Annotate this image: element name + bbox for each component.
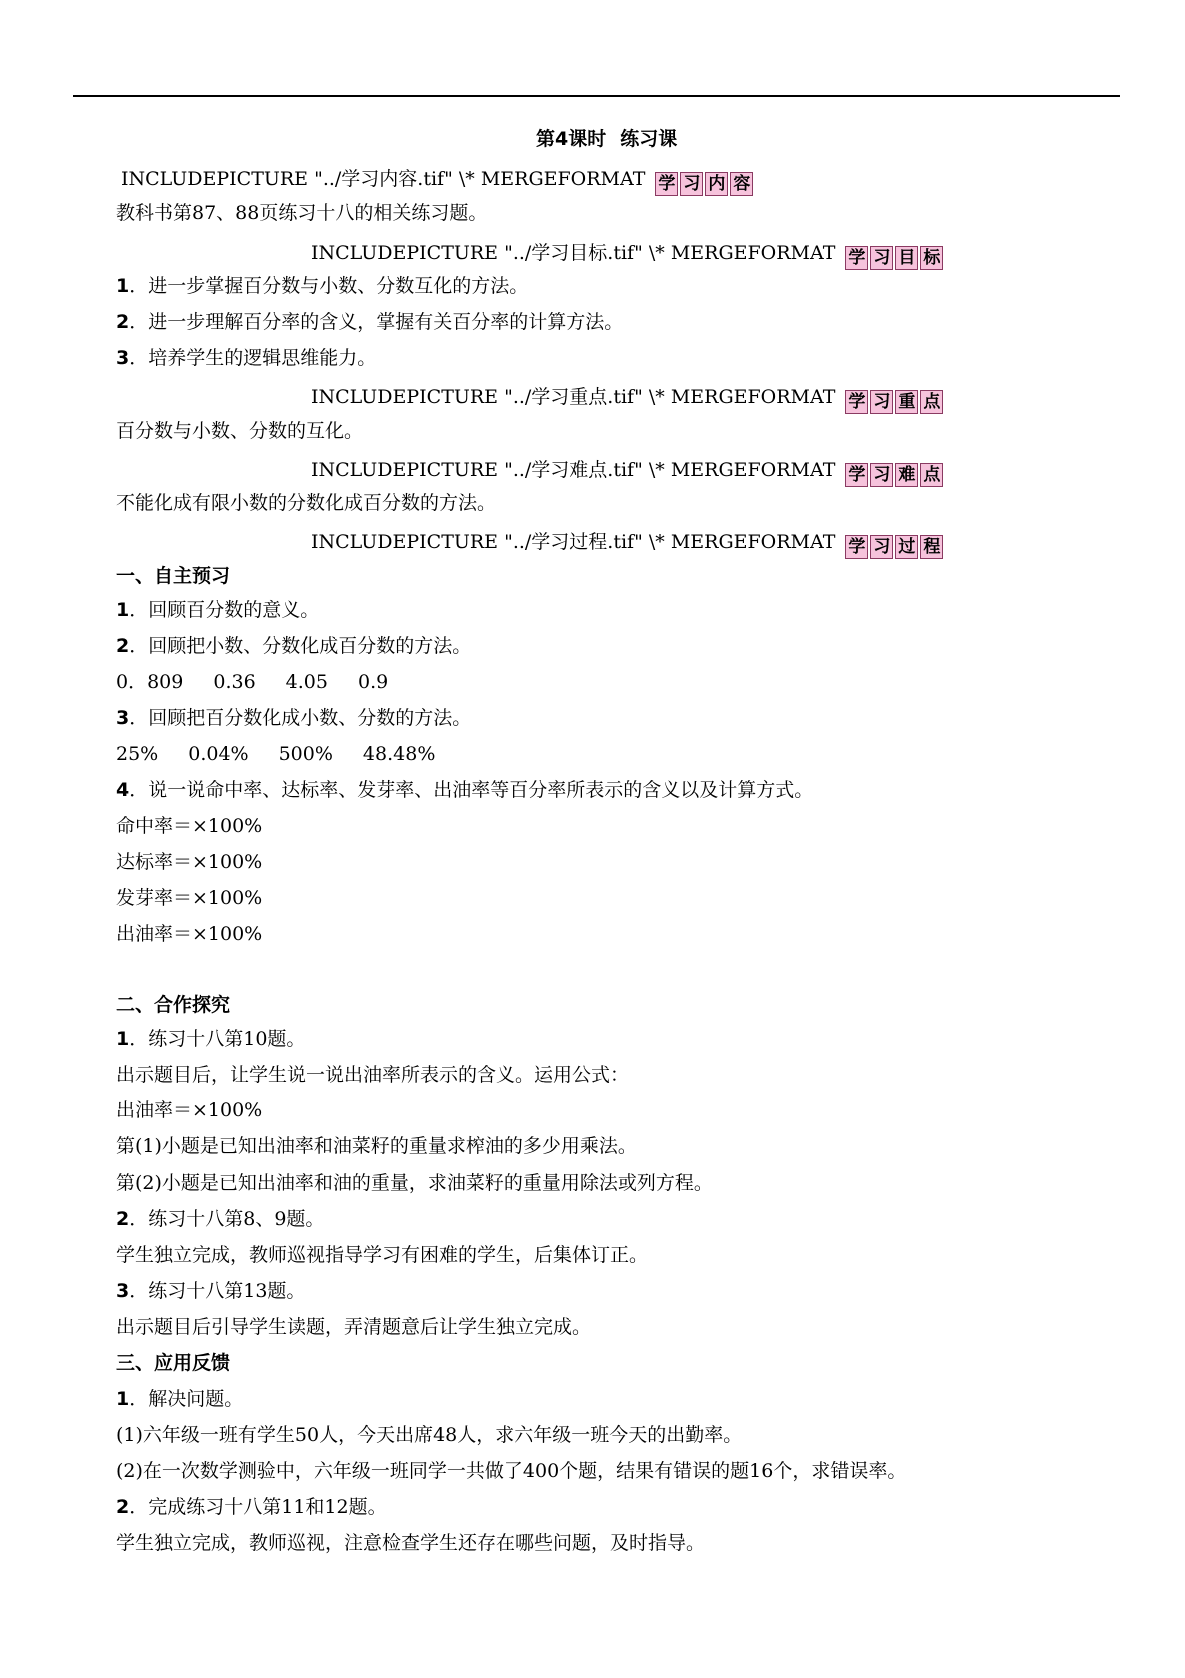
lesson-name: 练习课 xyxy=(620,128,678,150)
include-process xyxy=(311,529,943,559)
include-field-difficulty: INCLUDEPICTURE "../学习难点.tif" \* MERGEFORMAT xyxy=(311,459,836,481)
list-item: 1．解决问题。 xyxy=(116,1388,244,1410)
list-item: 1．回顾百分数的意义。 xyxy=(116,599,320,621)
paragraph: 第(1)小题是已知出油率和油菜籽的重量求榨油的多少用乘法。 xyxy=(116,1135,637,1157)
formula: 命中率＝×100% xyxy=(116,815,263,837)
section-heading: 二、合作探究 xyxy=(116,994,231,1016)
list-item: 2．回顾把小数、分数化成百分数的方法。 xyxy=(116,635,472,657)
badge-process: 学 习 过 程 xyxy=(845,535,943,559)
goal-item: 1．进一步掌握百分数与小数、分数互化的方法。 xyxy=(116,275,529,297)
badge-content: 学 习 内 容 xyxy=(655,172,753,196)
paragraph: 学生独立完成，教师巡视，注意检查学生还存在哪些问题，及时指导。 xyxy=(116,1532,706,1554)
include-content xyxy=(121,166,753,196)
formula: 发芽率＝×100% xyxy=(116,887,263,909)
include-key xyxy=(311,384,943,414)
lesson-number: 第4课时 xyxy=(536,128,607,150)
formula: 出油率＝×100% xyxy=(116,1099,263,1121)
paragraph: 出示题目后，让学生说一说出油率所表示的含义。运用公式： xyxy=(116,1064,630,1086)
include-field-process: INCLUDEPICTURE "../学习过程.tif" \* MERGEFORMAT xyxy=(311,531,836,553)
question: (2)在一次数学测验中，六年级一班同学一共做了400个题，结果有错误的题16个，求错误率。 xyxy=(116,1460,907,1482)
list-item: 2．完成练习十八第11和12题。 xyxy=(116,1496,387,1518)
include-field-content: INCLUDEPICTURE "../学习内容.tif" \* MERGEFORMAT xyxy=(121,168,646,190)
content-text: 教科书第87、88页练习十八的相关练习题。 xyxy=(116,202,488,224)
header-rule xyxy=(73,95,1120,97)
formula: 出油率＝×100% xyxy=(116,923,263,945)
percent-list: 25% 0.04% 500% 48.48% xyxy=(116,743,436,765)
formula: 达标率＝×100% xyxy=(116,851,263,873)
list-item: 2．练习十八第8、9题。 xyxy=(116,1208,325,1230)
badge-key: 学 习 重 点 xyxy=(845,390,943,414)
badge-goals: 学 习 目 标 xyxy=(845,246,943,270)
paragraph: 第(2)小题是已知出油率和油的重量，求油菜籽的重量用除法或列方程。 xyxy=(116,1172,713,1194)
list-item: 4．说一说命中率、达标率、发芽率、出油率等百分率所表示的含义以及计算方式。 xyxy=(116,779,814,801)
page-title xyxy=(536,126,677,152)
list-item: 1．练习十八第10题。 xyxy=(116,1028,306,1050)
list-item: 3．练习十八第13题。 xyxy=(116,1280,306,1302)
goal-item: 3．培养学生的逻辑思维能力。 xyxy=(116,347,377,369)
key-text: 百分数与小数、分数的互化。 xyxy=(116,420,364,442)
paragraph: 学生独立完成，教师巡视指导学习有困难的学生，后集体订正。 xyxy=(116,1244,649,1266)
question: (1)六年级一班有学生50人，今天出席48人，求六年级一班今天的出勤率。 xyxy=(116,1424,743,1446)
difficulty-text: 不能化成有限小数的分数化成百分数的方法。 xyxy=(116,492,497,514)
section-heading: 三、应用反馈 xyxy=(116,1352,231,1374)
section-heading: 一、自主预习 xyxy=(116,565,231,587)
include-field-goals: INCLUDEPICTURE "../学习目标.tif" \* MERGEFORMAT xyxy=(311,242,836,264)
include-field-key: INCLUDEPICTURE "../学习重点.tif" \* MERGEFORMAT xyxy=(311,386,836,408)
goal-item: 2．进一步理解百分率的含义，掌握有关百分率的计算方法。 xyxy=(116,311,624,333)
list-item: 3．回顾把百分数化成小数、分数的方法。 xyxy=(116,707,472,729)
paragraph: 出示题目后引导学生读题，弄清题意后让学生独立完成。 xyxy=(116,1316,592,1338)
badge-difficulty: 学 习 难 点 xyxy=(845,463,943,487)
decimal-list: 0．809 0.36 4.05 0.9 xyxy=(116,671,389,693)
include-difficulty xyxy=(311,457,943,487)
include-goals xyxy=(311,240,943,270)
